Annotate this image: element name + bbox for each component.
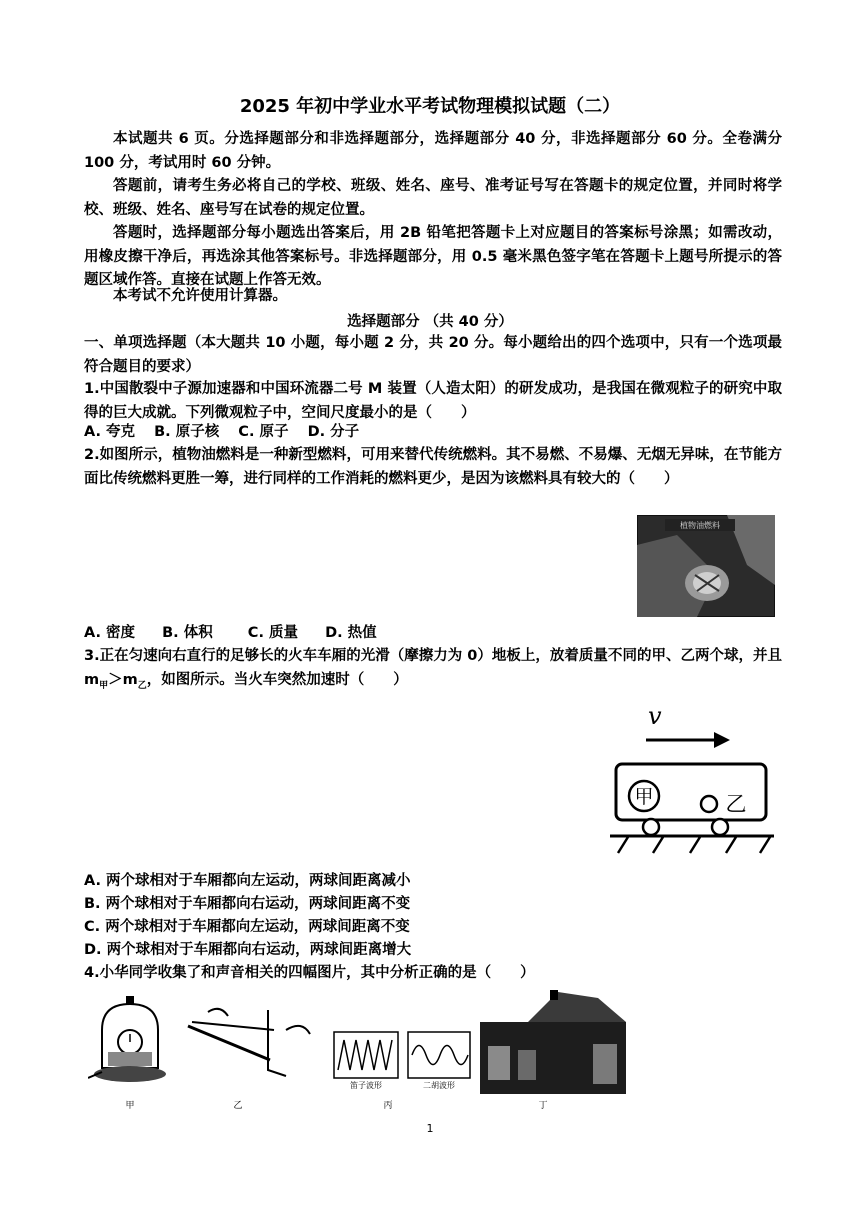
- q1-option-d[interactable]: D. 分子: [307, 424, 360, 440]
- q4-fig-yi-ruler: [188, 1009, 310, 1111]
- q4-fig-bing-waveforms: [334, 1032, 470, 1111]
- q4-wave-label-dizi: 笛子波形: [350, 1081, 382, 1090]
- q3-track-hatch: [618, 837, 770, 853]
- q3-wheel-right: [712, 819, 728, 835]
- q3-option-b[interactable]: B. 两个球相对于车厢都向右运动，两球间距离不变: [84, 896, 411, 912]
- q1-option-c[interactable]: C. 原子: [238, 424, 289, 440]
- q4-stem: 4.小华同学收集了和声音相关的四幅图片，其中分析正确的是（ ）: [84, 965, 535, 981]
- q2-stem: 2.如图所示，植物油燃料是一种新型燃料，可用来替代传统燃料。其不易燃、不易爆、无烟无异味，在节能方面比传统燃料更胜一筹，进行同样的工作消耗的燃料更少，是因为该燃料具有较大的（ ）: [84, 447, 782, 487]
- q2-option-a[interactable]: A. 密度: [84, 625, 136, 641]
- q3-ball-jia-label: 甲: [634, 786, 654, 808]
- intro-paragraph-2: 答题前，请考生务必将自己的学校、班级、姓名、座号、准考证号写在答题卡的规定位置，并同时将学校、班级、姓名、座号写在试卷的规定位置。: [84, 178, 782, 218]
- q3-stem: 3.正在匀速向右直行的足够长的火车车厢的光滑（摩擦力为 0）地板上，放着质量不同的甲、乙两个球，并且 $m_甲>m_乙$，如图所示。当火车突然加速时（ ）: [84, 648, 782, 691]
- q4-label-yi: 乙: [233, 1101, 243, 1111]
- intro-paragraph-1: 本试题共 6 页。分选择题部分和非选择题部分，选择题部分 40 分，非选择题部分 60 分。全卷满分 100 分，考试用时 60 分钟。: [84, 131, 782, 171]
- q3-option-a[interactable]: A. 两个球相对于车厢都向左运动，两球间距离减小: [84, 873, 411, 889]
- q2-option-b[interactable]: B. 体积: [162, 625, 213, 641]
- q4-label-jia: 甲: [125, 1101, 135, 1111]
- q3-ball-yi: [701, 796, 717, 812]
- q1-stem: 1.中国散裂中子源加速器和中国环流器二号 M 装置（人造太阳）的研发成功，是我国在微观粒子的研究中取得的巨大成就。下列微观粒子中，空间尺度最小的是（ ）: [84, 381, 782, 421]
- q3-velocity-label: v: [648, 702, 662, 730]
- page-title: 2025 年初中学业水平考试物理模拟试题（二）: [239, 96, 621, 117]
- q2-fuel-photo: [637, 515, 775, 617]
- page-number: 1: [426, 1122, 434, 1135]
- q3-option-c[interactable]: C. 两个球相对于车厢都向左运动，两球间距离不变: [84, 919, 410, 935]
- q1-option-a[interactable]: A. 夸克: [84, 424, 136, 440]
- q4-label-ding: 丁: [538, 1101, 548, 1111]
- q2-options: [84, 622, 784, 646]
- intro-paragraph-4: 本考试不允许使用计算器。: [113, 288, 287, 304]
- q1-option-b[interactable]: B. 原子核: [154, 424, 220, 440]
- q3-arrow-head: [714, 732, 730, 748]
- q2-option-c[interactable]: C. 质量: [247, 625, 298, 641]
- section-title: 选择题部分 （共 40 分）: [347, 314, 513, 330]
- intro-paragraph-3: 答题时，选择题部分每小题选出答案后，用 2B 铅笔把答题卡上对应题目的答案标号涂黑；如需改动，用橡皮擦干净后，再选涂其他答案标号。非选择题部分，用 0.5 毫米黑色签字笔在答题卡上题号所提示的答题区域作答。直接在试题上作答无效。: [84, 225, 782, 288]
- q4-label-bing: 丙: [383, 1101, 393, 1111]
- q2-option-d[interactable]: D. 热值: [325, 625, 377, 641]
- q1-options: [84, 421, 784, 445]
- q4-sound-figures: [88, 990, 633, 1115]
- q4-wave-label-erhu: 二胡波形: [423, 1081, 455, 1090]
- part1-heading: 一、单项选择题（本大题共 10 小题，每小题 2 分，共 20 分。每小题给出的四个选项中，只有一个选项最符合题目的要求）: [84, 335, 782, 375]
- q4-fig-jia-belljar: [88, 996, 166, 1111]
- q3-wheel-left: [643, 819, 659, 835]
- q4-fig-ding-photo: [480, 990, 626, 1111]
- q2-fig-caption: 植物油燃料: [680, 521, 720, 530]
- q3-ball-yi-label: 乙: [725, 792, 747, 816]
- q3-option-d[interactable]: D. 两个球相对于车厢都向右运动，两球间距离增大: [84, 942, 412, 958]
- q3-train-diagram: [608, 698, 778, 858]
